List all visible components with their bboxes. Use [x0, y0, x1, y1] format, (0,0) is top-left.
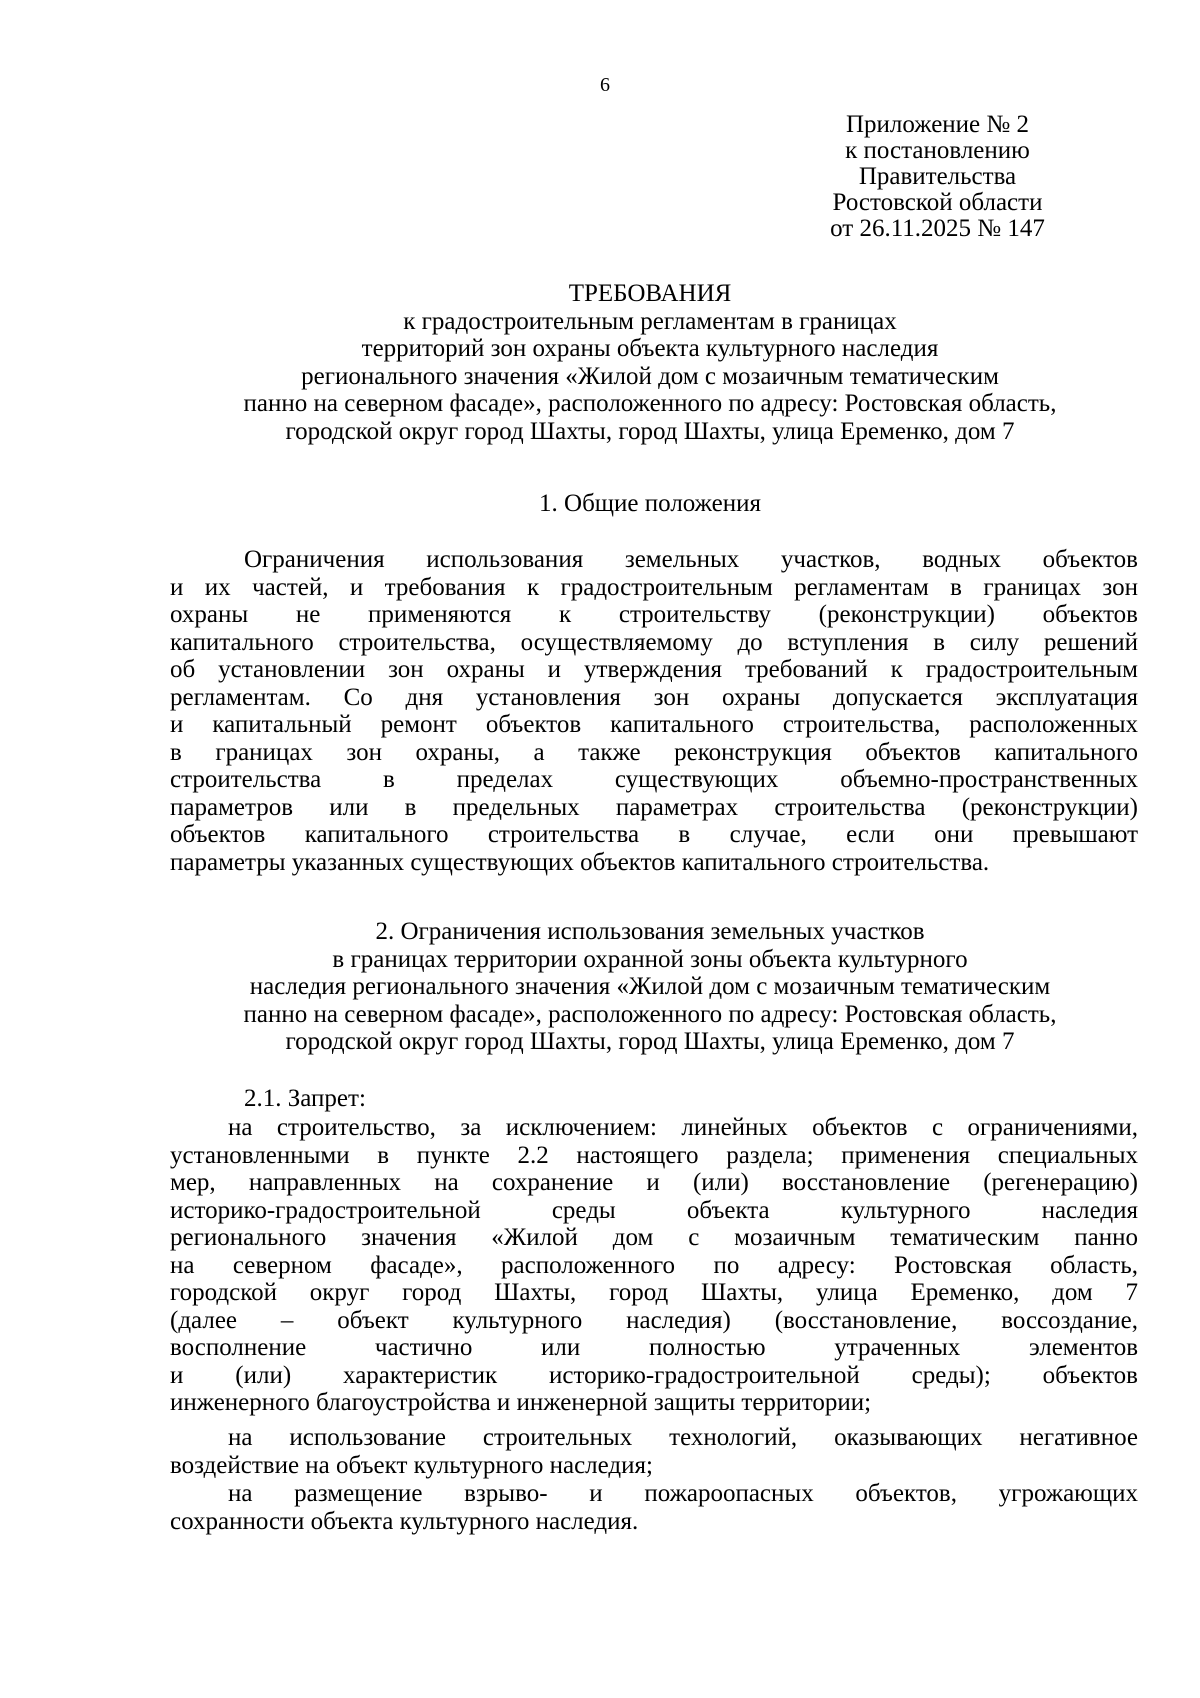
title-line: регионального значения «Жилой дом с мозаичным тематическим: [301, 362, 999, 390]
document-title: [150, 280, 1150, 445]
heading-line: 2. Ограничения использования земельных участков: [375, 918, 925, 945]
heading-line: городской округ город Шахты, город Шахты, улица Еременко, дом 7: [285, 1028, 1015, 1055]
section-1-paragraph: [170, 546, 1138, 876]
heading-line: панно на северном фасаде», расположенного по адресу: Ростовская область,: [243, 1000, 1057, 1028]
prohibition-paragraph-1: [170, 1114, 1138, 1417]
appendix-line: Правительства: [858, 163, 1017, 190]
paragraph-line: и капитальный ремонт объектов капитального строительства, расположенных: [170, 711, 1138, 738]
paragraph-line: охраны не применяются к строительству (реконструкции) объектов: [170, 601, 1138, 628]
paragraph-line: и (или) характеристик историко-градостроительной среды); объектов: [170, 1361, 1138, 1389]
heading-line: в границах территории охранной зоны объекта культурного: [332, 945, 968, 973]
paragraph-line: параметры указанных существующих объектов капитального строительства.: [170, 848, 990, 876]
paragraph-line: инженерного благоустройства и инженерной защиты территории;: [170, 1389, 872, 1416]
title-line: к градостроительным регламентам в границах: [403, 307, 897, 335]
paragraph-line: регламентам. Со дня установления зон охраны допускается эксплуатация: [170, 683, 1138, 711]
title-heading: ТРЕБОВАНИЯ: [568, 280, 732, 307]
title-line: панно на северном фасаде», расположенного по адресу: Ростовская область,: [243, 390, 1057, 417]
paragraph-line: (далее – объект культурного наследия) (восстановление, воссоздание,: [170, 1306, 1138, 1334]
paragraph-line: параметров или в предельных параметрах строительства (реконструкции): [170, 793, 1138, 821]
prohibition-paragraph-2: [170, 1424, 1138, 1479]
title-line: территорий зон охраны объекта культурного наследия: [361, 335, 939, 362]
paragraph-line: городской округ город Шахты, город Шахты, улица Еременко, дом 7: [170, 1279, 1138, 1306]
paragraph-line: на северном фасаде», расположенного по адресу: Ростовская область,: [170, 1251, 1138, 1279]
paragraph-line: на размещение взрыво- и пожароопасных объектов, угрожающих: [228, 1480, 1138, 1507]
appendix-line: к постановлению: [845, 137, 1030, 164]
paragraph-line: на использование строительных технологий, оказывающих негативное: [228, 1424, 1138, 1451]
paragraph-line: строительства в пределах существующих объемно-пространственных: [170, 766, 1138, 793]
paragraph-line: сохранности объекта культурного наследия.: [170, 1507, 639, 1535]
paragraph-line: в границах зон охраны, а также реконструкция объектов капитального: [170, 738, 1138, 766]
paragraph-line: мер, направленных на сохранение и (или) восстановление (регенерацию): [170, 1169, 1138, 1196]
section-1-heading: 1. Общие положения: [539, 490, 761, 517]
paragraph-line: регионального значения «Жилой дом с мозаичным тематическим панно: [170, 1224, 1138, 1251]
paragraph-line: объектов капитального строительства в случае, если они превышают: [170, 821, 1138, 848]
appendix-line: Ростовской области: [832, 189, 1043, 216]
paragraph-line: и их частей, и требования к градостроительным регламентам в границах зон: [170, 573, 1138, 601]
appendix-line: Приложение № 2: [845, 111, 1030, 138]
appendix-line: от 26.11.2025 № 147: [830, 215, 1045, 242]
paragraph-line: воздействие на объект культурного наследия;: [170, 1451, 653, 1479]
paragraph-line: восполнение частично или полностью утраченных элементов: [170, 1334, 1138, 1361]
paragraph-line: на строительство, за исключением: линейных объектов с ограничениями,: [228, 1114, 1138, 1141]
paragraph-line: установленными в пункте 2.2 настоящего раздела; применения специальных: [170, 1141, 1138, 1169]
prohibition-paragraph-3: [170, 1480, 1138, 1535]
paragraph-line: об установлении зон охраны и утверждения требований к градостроительным: [170, 656, 1138, 683]
heading-line: наследия регионального значения «Жилой дом с мозаичным тематическим: [249, 973, 1051, 1000]
section-2-heading: [150, 918, 1150, 1056]
subsection-2-1-label: 2.1. Запрет:: [244, 1085, 366, 1112]
paragraph-line: историко-градостроительной среды объекта культурного наследия: [170, 1196, 1138, 1224]
page-number: 6: [600, 74, 610, 96]
paragraph-line: Ограничения использования земельных участков, водных объектов: [244, 546, 1138, 573]
appendix-reference: [820, 112, 1055, 242]
title-line: городской округ город Шахты, город Шахты, улица Еременко, дом 7: [285, 417, 1015, 445]
paragraph-line: капитального строительства, осуществляемому до вступления в силу решений: [170, 628, 1138, 656]
